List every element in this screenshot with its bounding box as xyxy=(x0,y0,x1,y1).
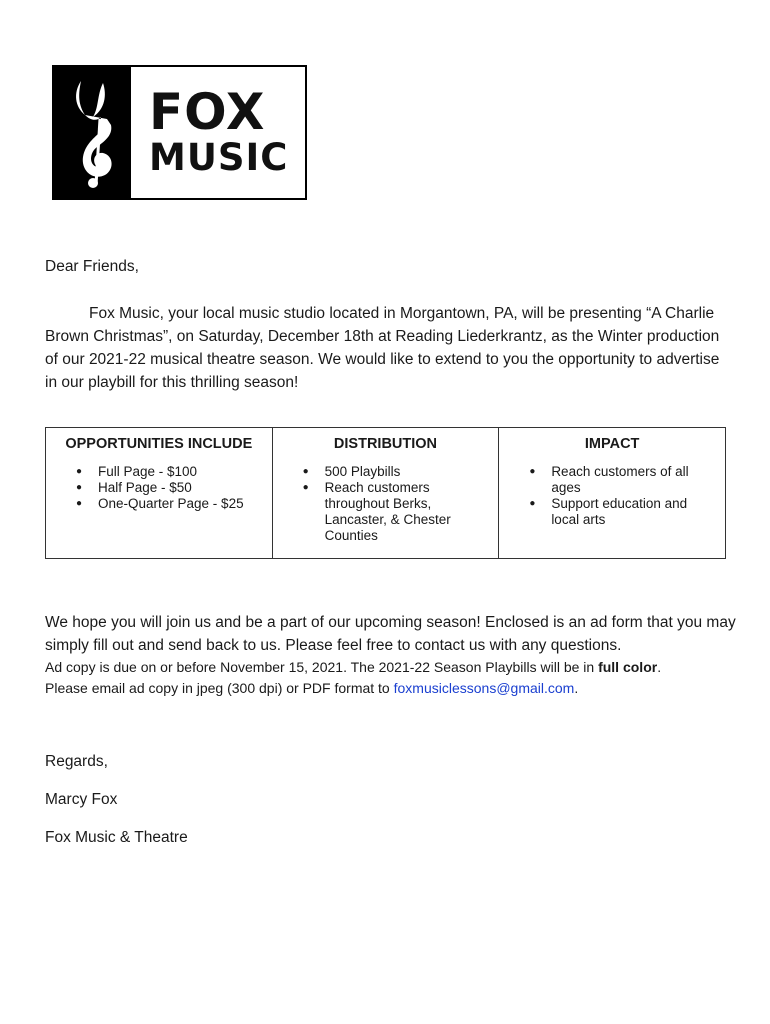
fox-clef-icon xyxy=(54,67,131,198)
signer-name: Marcy Fox xyxy=(45,791,118,808)
logo-word-fox: FOX xyxy=(149,82,266,141)
greeting: Dear Friends, xyxy=(45,258,139,275)
email-link[interactable]: foxmusiclessons@gmail.com xyxy=(393,680,575,696)
closing-paragraph xyxy=(45,611,745,699)
distribution-cell xyxy=(272,460,499,559)
header-distribution: DISTRIBUTION xyxy=(272,428,499,461)
list-item: ● Full Page - $100 xyxy=(46,464,272,480)
opportunities-cell xyxy=(46,460,273,559)
fox-music-logo xyxy=(52,65,307,200)
signer-organization: Fox Music & Theatre xyxy=(45,829,188,846)
list-item: ● One-Quarter Page - $25 xyxy=(46,496,272,512)
list-item: ● Reach customers of all ages xyxy=(499,464,725,496)
list-item: ● Support education and local arts xyxy=(499,496,725,528)
list-item: ● 500 Playbills xyxy=(273,464,499,480)
logo-word-music: MUSIC xyxy=(149,135,289,179)
header-impact: IMPACT xyxy=(499,428,726,461)
header-opportunities: OPPORTUNITIES INCLUDE xyxy=(46,428,273,461)
closing-text: We hope you will join us and be a part of our upcoming season! Enclosed is an ad form that you may simply fill out and send back to us. Please feel free to contact us with any questions. xyxy=(45,614,736,654)
opportunities-table xyxy=(45,427,726,559)
list-item: ● Reach customers throughout Berks, Lancaster, & Chester Counties xyxy=(273,480,499,544)
list-item: ● Half Page - $50 xyxy=(46,480,272,496)
regards: Regards, xyxy=(45,753,108,770)
impact-cell xyxy=(499,460,726,559)
full-color-emphasis: full color xyxy=(598,659,658,675)
intro-paragraph: Fox Music, your local music studio located in Morgantown, PA, will be presenting “A Charlie Brown Christmas”, on Saturday, December 18th at Reading Liederkrantz, as the Winter production of our 2021-22 musical theatre season. We would like to extend to you the opportunity to advertise in our playbill for this thrilling season! xyxy=(45,305,720,391)
deadline-text: Ad copy is due on or before November 15, 2021. The 2021-22 Season Playbills will be in full color. xyxy=(45,659,662,675)
email-instructions: Please email ad copy in jpeg (300 dpi) or PDF format to foxmusiclessons@gmail.com. xyxy=(45,680,579,696)
